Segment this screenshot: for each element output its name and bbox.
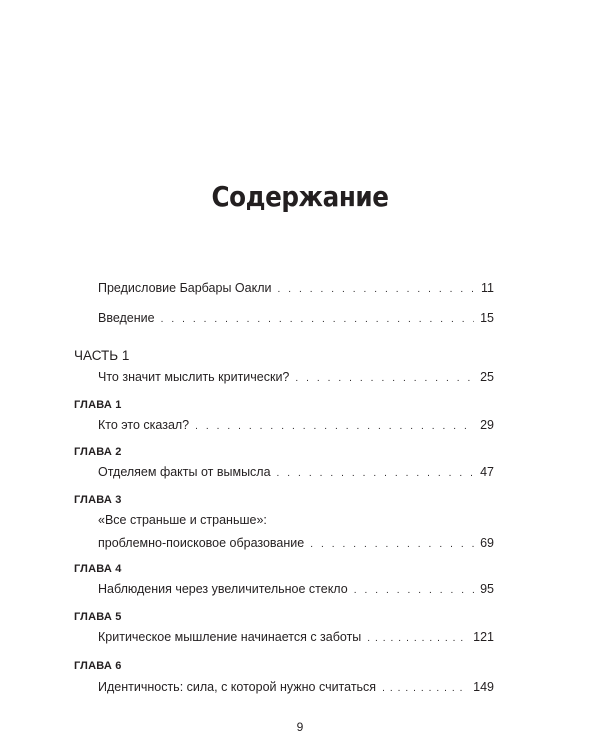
toc-entry-chapter6 [98,680,494,694]
entry-page: 29 [480,418,494,432]
leader-dots [195,421,474,432]
chapter-heading: ГЛАВА 3 [74,494,122,506]
chapter-heading: ГЛАВА 5 [74,611,122,623]
entry-title: Критическое мышление начинается с заботы [98,630,362,644]
leader-dots [367,633,467,644]
entry-title: Введение [98,311,155,325]
page-title: Содержание [211,180,389,213]
chapter-heading: ГЛАВА 4 [74,563,122,575]
entry-page: 15 [480,311,494,325]
entry-title-line1: «Все страньше и страньше»: [98,513,267,527]
entry-page: 11 [481,281,494,295]
entry-page: 121 [473,630,494,644]
toc-entry-chapter1 [98,418,494,432]
toc-entry-foreword [98,281,494,295]
entry-title: Отделяем факты от вымысла [98,465,271,479]
entry-title: Наблюдения через увеличительное стекло [98,582,348,596]
part-heading: ЧАСТЬ 1 [74,348,130,363]
entry-title: Что значит мыслить критически? [98,370,290,384]
leader-dots [277,284,475,295]
entry-title: Предисловие Барбары Оакли [98,281,272,295]
toc-entry-chapter2 [98,465,494,479]
toc-entry-chapter5 [98,630,494,644]
page-number: 9 [296,720,304,734]
entry-page: 69 [480,536,494,550]
leader-dots [277,468,475,479]
chapter-heading: ГЛАВА 6 [74,660,122,672]
leader-dots [382,683,467,694]
toc-entry-introduction [98,311,494,325]
toc-entry-chapter4 [98,582,494,596]
entry-page: 95 [480,582,494,596]
entry-title: проблемно-поисковое образование [98,536,305,550]
toc-entry-chapter3 [98,536,494,550]
chapter-heading: ГЛАВА 2 [74,446,122,458]
entry-title: Кто это сказал? [98,418,190,432]
leader-dots [310,539,474,550]
leader-dots [354,585,474,596]
entry-page: 25 [480,370,494,384]
leader-dots [295,373,474,384]
entry-page: 47 [480,465,494,479]
leader-dots [161,314,474,325]
toc-entry-part1 [98,370,494,384]
entry-title: Идентичность: сила, с которой нужно считаться [98,680,377,694]
chapter-heading: ГЛАВА 1 [74,399,122,411]
entry-page: 149 [473,680,494,694]
